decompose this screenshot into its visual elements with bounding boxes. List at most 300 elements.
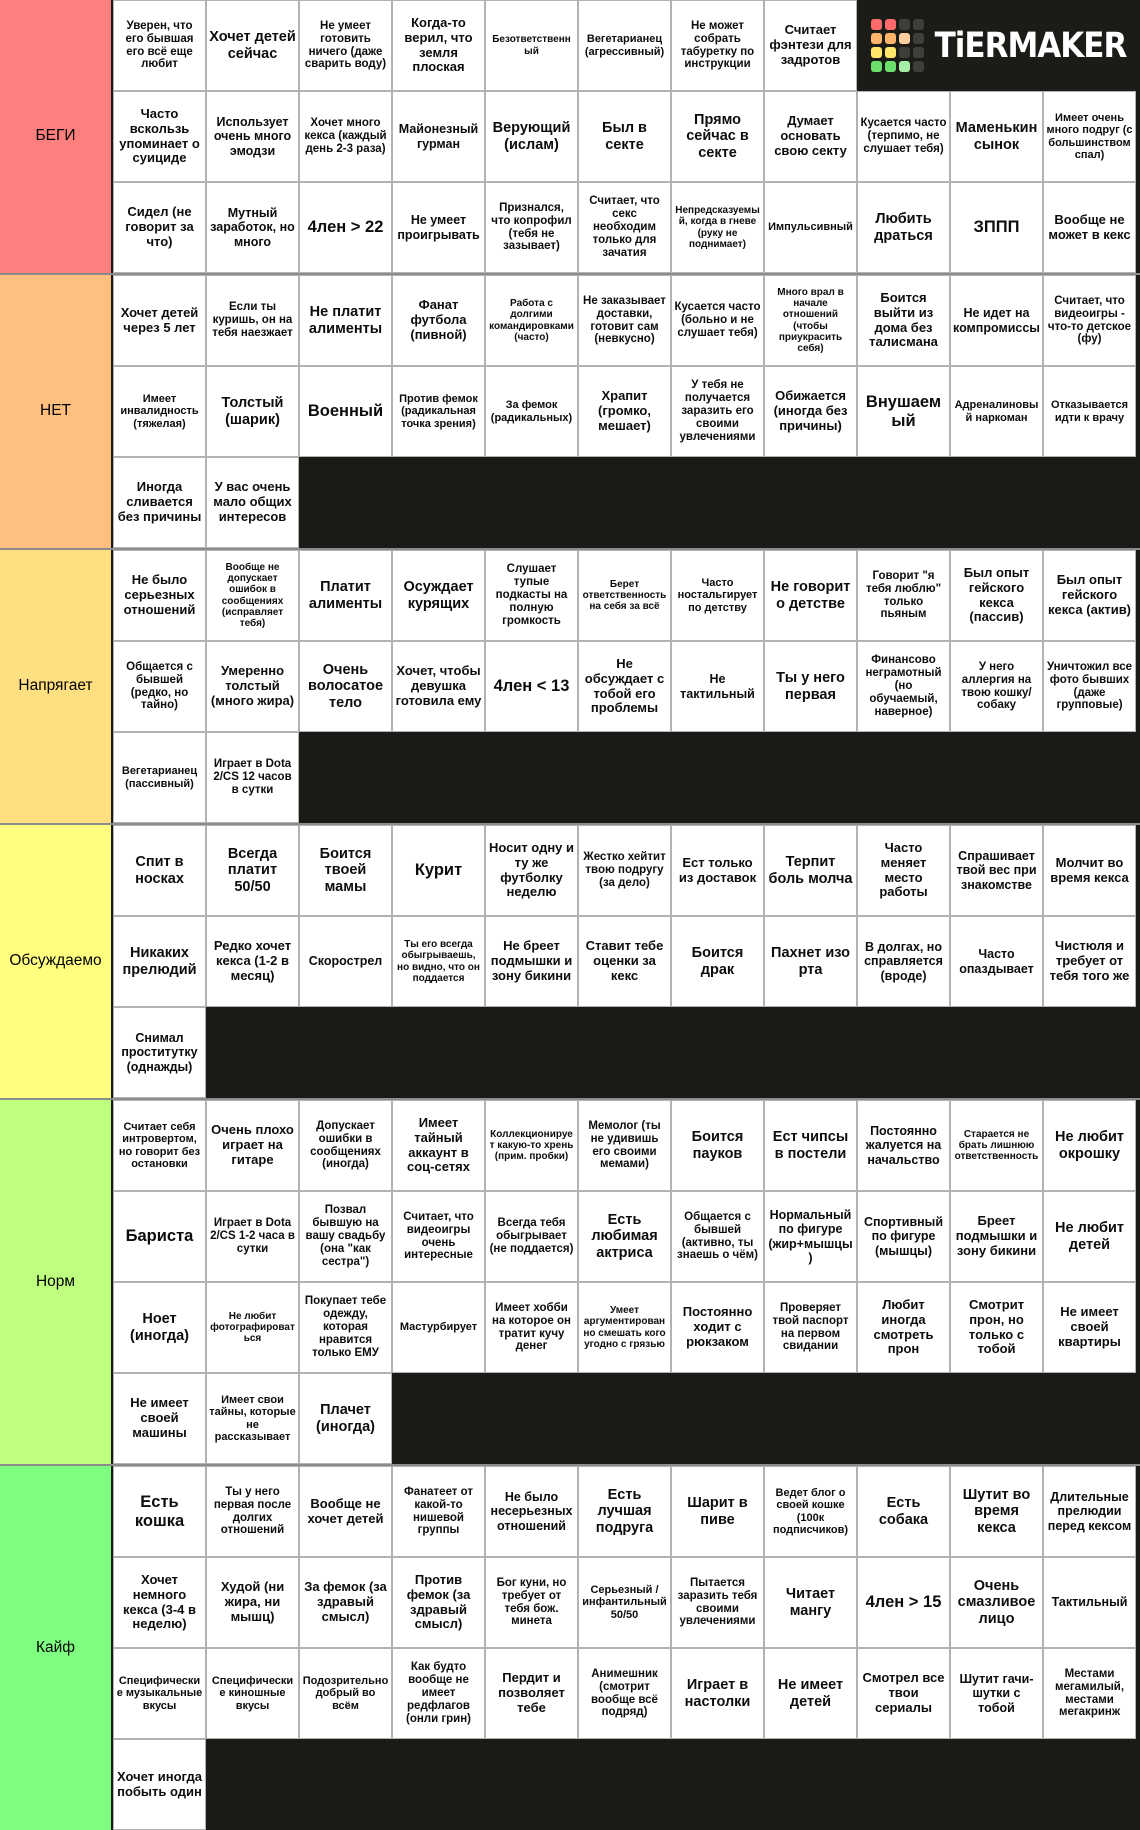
trait-card[interactable] xyxy=(299,275,392,366)
trait-card[interactable] xyxy=(857,1648,950,1739)
trait-card[interactable] xyxy=(671,1282,764,1373)
trait-card[interactable] xyxy=(578,1282,671,1373)
trait-card[interactable] xyxy=(206,550,299,641)
trait-card[interactable] xyxy=(485,1191,578,1282)
trait-card-text: Есть кошка xyxy=(134,1492,185,1530)
trait-card[interactable] xyxy=(578,550,671,641)
trait-card-text: Пердит и позволяет тебе xyxy=(498,1670,565,1715)
trait-card-text: Хочет иногда побыть один xyxy=(117,1768,202,1799)
trait-card[interactable] xyxy=(578,1100,671,1191)
trait-card[interactable] xyxy=(764,366,857,457)
trait-card[interactable] xyxy=(950,1466,1043,1557)
trait-card-text: Толстый (шарик) xyxy=(221,395,284,428)
tier-obsuzhdaemo-row-2 xyxy=(113,916,1140,1007)
trait-card-text: Боится пауков xyxy=(691,1129,744,1162)
tier-label-begi: БЕГИ xyxy=(0,0,113,273)
trait-card-text: Курит xyxy=(414,861,463,880)
tier-cells-norm xyxy=(113,1100,1140,1464)
trait-card[interactable] xyxy=(206,1191,299,1282)
trait-card-text: Боится твоей мамы xyxy=(319,845,372,895)
trait-card[interactable] xyxy=(950,825,1043,916)
trait-card[interactable] xyxy=(485,1282,578,1373)
trait-card[interactable] xyxy=(671,641,764,732)
trait-card[interactable] xyxy=(857,916,950,1007)
trait-card[interactable] xyxy=(578,0,671,91)
trait-card[interactable] xyxy=(392,182,485,273)
trait-card-text: Худой (ни жира, ни мышц) xyxy=(220,1579,285,1624)
trait-card[interactable] xyxy=(764,825,857,916)
trait-card-text: Использует очень много эмодзи xyxy=(213,115,292,158)
trait-card[interactable] xyxy=(299,366,392,457)
trait-card[interactable] xyxy=(485,1557,578,1648)
tier-net-row-3 xyxy=(113,457,1140,548)
trait-card[interactable] xyxy=(857,275,950,366)
trait-card-text: Фанат футбола (пивной) xyxy=(410,297,467,342)
tier-cells-napryagaet xyxy=(113,550,1140,823)
trait-card[interactable] xyxy=(113,1373,206,1464)
trait-card[interactable] xyxy=(206,732,299,823)
trait-card[interactable] xyxy=(206,1282,299,1373)
trait-card[interactable] xyxy=(113,1739,206,1830)
trait-card-text: Имеет хобби на которое он тратит кучу денег xyxy=(492,1301,571,1353)
trait-card[interactable] xyxy=(671,91,764,182)
trait-card[interactable] xyxy=(485,91,578,182)
trait-card[interactable] xyxy=(392,916,485,1007)
trait-card-text: Коллекционирует какую-то хрень (прим. пробки) xyxy=(489,1128,574,1163)
trait-card-text: Есть собака xyxy=(878,1495,929,1528)
trait-card-text: Уверен, что его бывшая его всё еще любит xyxy=(125,19,194,71)
trait-card[interactable] xyxy=(206,1557,299,1648)
trait-card[interactable] xyxy=(206,1648,299,1739)
trait-card[interactable] xyxy=(1043,91,1136,182)
trait-card-text: Часто опаздывает xyxy=(959,947,1034,976)
trait-card-text: Не может собрать табуретку по инструкции xyxy=(680,19,755,71)
tier-napryagaet-row-1 xyxy=(113,550,1140,641)
trait-card[interactable] xyxy=(206,916,299,1007)
trait-card-text: Подозрительно добрый во всём xyxy=(302,1674,389,1712)
trait-card-text: Шарит в пиве xyxy=(687,1495,748,1528)
trait-card[interactable] xyxy=(392,825,485,916)
trait-card-text: Не обсуждает с тобой его проблемы xyxy=(584,656,665,716)
trait-card[interactable] xyxy=(299,1282,392,1373)
trait-card[interactable] xyxy=(764,641,857,732)
trait-card-text: Общается с бывшей (редко, но тайно) xyxy=(126,660,193,712)
trait-card[interactable] xyxy=(485,275,578,366)
trait-card[interactable] xyxy=(764,1191,857,1282)
trait-card-text: Майонезный гурман xyxy=(398,122,479,151)
trait-card[interactable] xyxy=(671,0,764,91)
trait-card-text: Ты у него первая xyxy=(776,670,845,703)
tier-norm-row-4 xyxy=(113,1373,1140,1464)
trait-card[interactable] xyxy=(764,1466,857,1557)
tier-cells-kayf xyxy=(113,1466,1140,1830)
trait-card-text: Играет в Dota 2/CS 1-2 часа в сутки xyxy=(210,1217,295,1255)
trait-card[interactable] xyxy=(392,550,485,641)
trait-card[interactable] xyxy=(1043,1282,1136,1373)
trait-card[interactable] xyxy=(299,1466,392,1557)
trait-card-text: Не говорит о детстве xyxy=(770,579,851,612)
tier-norm-row-2 xyxy=(113,1191,1140,1282)
trait-card-text: Говорит "я тебя люблю" только пьяным xyxy=(865,569,942,621)
trait-card[interactable] xyxy=(485,366,578,457)
trait-card[interactable] xyxy=(485,916,578,1007)
trait-card[interactable] xyxy=(206,1466,299,1557)
trait-card-text: Фанатеет от какой-то нишевой группы xyxy=(403,1485,474,1537)
trait-card-text: Вегетарианец (агрессивный) xyxy=(584,33,665,58)
trait-card[interactable] xyxy=(206,366,299,457)
trait-card[interactable] xyxy=(764,1282,857,1373)
trait-card[interactable] xyxy=(1043,1191,1136,1282)
trait-card[interactable] xyxy=(671,916,764,1007)
trait-card-text: Ты его всегда обыгрываешь, но видно, что он поддается xyxy=(397,938,480,984)
trait-card[interactable] xyxy=(392,1191,485,1282)
trait-card[interactable] xyxy=(578,275,671,366)
trait-card[interactable] xyxy=(578,1191,671,1282)
trait-card-text: Кусается часто (больно и не слушает тебя) xyxy=(674,301,761,339)
trait-card[interactable] xyxy=(578,182,671,273)
trait-card-text: Безответственный xyxy=(492,34,571,57)
tier-label-kayf: Кайф xyxy=(0,1466,113,1830)
trait-card[interactable] xyxy=(113,641,206,732)
trait-card-text: Не было несерьезных отношений xyxy=(490,1490,573,1533)
trait-card-text: Постоянно жалуется на начальство xyxy=(865,1124,942,1167)
trait-card-text: Работа с долгими командировками (часто) xyxy=(489,297,574,343)
trait-card[interactable] xyxy=(1043,641,1136,732)
trait-card-text: Умеренно толстый (много жира) xyxy=(210,663,295,708)
trait-card-text: Тактильный xyxy=(1051,1595,1128,1610)
trait-card-text: Мастурбирует xyxy=(399,1321,478,1334)
trait-card[interactable] xyxy=(764,1648,857,1739)
trait-card[interactable] xyxy=(857,182,950,273)
trait-card[interactable] xyxy=(299,1373,392,1464)
trait-card[interactable] xyxy=(206,275,299,366)
trait-card-text: Обижается (иногда без причины) xyxy=(773,388,848,433)
trait-card[interactable] xyxy=(764,1557,857,1648)
trait-card-text: Не было серьезных отношений xyxy=(123,572,196,617)
trait-card[interactable] xyxy=(950,1648,1043,1739)
trait-card-text: Имеет свои тайны, которые не рассказывает xyxy=(209,1393,296,1443)
trait-card-text: Нормальный по фигуре (жир+мышцы) xyxy=(768,1208,853,1265)
trait-card[interactable] xyxy=(1043,916,1136,1007)
trait-card-text: Отказывается идти к врачу xyxy=(1050,399,1129,424)
trait-card-text: Боится драк xyxy=(691,945,744,978)
trait-card[interactable] xyxy=(392,91,485,182)
trait-card-text: Есть лучшая подруга xyxy=(595,1486,654,1536)
trait-card[interactable] xyxy=(485,550,578,641)
trait-card-text: Не платит алименты xyxy=(308,304,383,337)
trait-card[interactable] xyxy=(485,825,578,916)
trait-card-text: Смотрел все твои сериалы xyxy=(862,1670,945,1715)
trait-card-text: Терпит боль молча xyxy=(768,854,853,887)
trait-card[interactable] xyxy=(857,1191,950,1282)
trait-card[interactable] xyxy=(950,1100,1043,1191)
trait-card-text: Не любит детей xyxy=(1055,1220,1124,1253)
trait-card-text: Как будто вообще не имеет редфлагов (онли грин) xyxy=(405,1661,472,1725)
trait-card-text: Бреет подмышки и зону бикини xyxy=(955,1213,1038,1258)
trait-card[interactable] xyxy=(671,1466,764,1557)
trait-card[interactable] xyxy=(299,1100,392,1191)
trait-card[interactable] xyxy=(206,1373,299,1464)
trait-card[interactable] xyxy=(578,1466,671,1557)
trait-card-text: Не любит окрошку xyxy=(1055,1129,1124,1162)
trait-card[interactable] xyxy=(857,641,950,732)
trait-card-text: Плачет (иногда) xyxy=(316,1402,375,1435)
tier-begi-row-1 xyxy=(113,0,1140,91)
trait-card[interactable] xyxy=(392,275,485,366)
trait-card-text: Всегда тебя обыгрывает (не поддается) xyxy=(489,1217,574,1255)
trait-card-text: Финансово неграмотный (но обучаемый, наверное) xyxy=(865,654,942,718)
trait-card[interactable] xyxy=(299,641,392,732)
trait-card-text: 4лен > 15 xyxy=(865,1593,942,1612)
trait-card[interactable] xyxy=(113,1007,206,1098)
trait-card-text: Не бреет подмышки и зону бикини xyxy=(490,938,573,983)
trait-card[interactable] xyxy=(113,825,206,916)
tier-net-row-1 xyxy=(113,275,1140,366)
trait-card[interactable] xyxy=(299,916,392,1007)
trait-card[interactable] xyxy=(206,182,299,273)
trait-card[interactable] xyxy=(764,275,857,366)
trait-card[interactable] xyxy=(392,366,485,457)
trait-card[interactable] xyxy=(113,457,206,548)
trait-card[interactable] xyxy=(206,641,299,732)
trait-card[interactable] xyxy=(1043,1648,1136,1739)
trait-card[interactable] xyxy=(764,1100,857,1191)
trait-card-text: Считает, что видеоигры очень интересные xyxy=(403,1210,474,1262)
trait-card-text: Редко хочет кекса (1-2 в месяц) xyxy=(213,938,292,983)
tier-napryagaet-row-3 xyxy=(113,732,1140,823)
tier-label-napryagaet: Напрягает xyxy=(0,550,113,823)
trait-card[interactable] xyxy=(857,1282,950,1373)
trait-card[interactable] xyxy=(392,1100,485,1191)
tier-label-norm: Норм xyxy=(0,1100,113,1464)
trait-card[interactable] xyxy=(950,550,1043,641)
trait-card[interactable] xyxy=(1043,1557,1136,1648)
trait-card[interactable] xyxy=(857,91,950,182)
trait-card-text: Считает себя интровертом, но говорит без остановки xyxy=(118,1120,201,1170)
trait-card-text: Местами мегамилый, местами мегакринж xyxy=(1054,1667,1125,1719)
trait-card-text: Молчит во время кекса xyxy=(1050,854,1129,885)
tier-cells-net xyxy=(113,275,1140,548)
trait-card-text: Бог куни, но требует от тебя бож. минета xyxy=(496,1576,567,1628)
trait-card[interactable] xyxy=(299,91,392,182)
trait-card-text: Платит алименты xyxy=(308,579,383,612)
trait-card[interactable] xyxy=(113,916,206,1007)
tier-net xyxy=(0,273,1140,548)
trait-card[interactable] xyxy=(950,91,1043,182)
trait-card[interactable] xyxy=(764,91,857,182)
trait-card-text: У вас очень мало общих интересов xyxy=(213,479,292,524)
tier-kayf-row-4 xyxy=(113,1739,1140,1830)
trait-card[interactable] xyxy=(113,1557,206,1648)
trait-card[interactable] xyxy=(578,916,671,1007)
trait-card-text: Спортивный по фигуре (мышцы) xyxy=(863,1215,944,1258)
trait-card[interactable] xyxy=(1043,1466,1136,1557)
trait-card[interactable] xyxy=(671,182,764,273)
tier-napryagaet xyxy=(0,548,1140,823)
trait-card-text: Не имеет своей машины xyxy=(130,1395,189,1440)
trait-card-text: Когда-то верил, что земля плоская xyxy=(404,15,473,75)
trait-card[interactable] xyxy=(764,0,857,91)
trait-card-text: Играет в настолки xyxy=(684,1677,751,1710)
trait-card-text: Специфические киношные вкусы xyxy=(211,1674,294,1712)
trait-card-text: Боится выйти из дома без талисмана xyxy=(869,290,938,350)
trait-card-text: Непредсказуемый, когда в гневе (руку не поднимает) xyxy=(675,204,760,250)
trait-card[interactable] xyxy=(299,182,392,273)
trait-card[interactable] xyxy=(764,182,857,273)
trait-card-text: В долгах, но справляется (вроде) xyxy=(864,940,943,983)
trait-card-text: Импульсивный xyxy=(768,221,853,234)
trait-card[interactable] xyxy=(113,0,206,91)
trait-card[interactable] xyxy=(671,550,764,641)
trait-card-text: Был в секте xyxy=(602,120,647,153)
trait-card[interactable] xyxy=(392,1648,485,1739)
trait-card[interactable] xyxy=(392,0,485,91)
trait-card[interactable] xyxy=(113,275,206,366)
trait-card[interactable] xyxy=(299,825,392,916)
trait-card-text: Прямо сейчас в секте xyxy=(686,111,749,161)
tier-norm-row-1 xyxy=(113,1100,1140,1191)
trait-card[interactable] xyxy=(671,275,764,366)
trait-card[interactable] xyxy=(764,550,857,641)
trait-card[interactable] xyxy=(950,1557,1043,1648)
trait-card-text: Позвал бывшую на вашу свадьбу (она "как сестра") xyxy=(305,1204,386,1268)
trait-card[interactable] xyxy=(671,1100,764,1191)
trait-card-text: Очень плохо играет на гитаре xyxy=(211,1122,294,1167)
trait-card[interactable] xyxy=(1043,182,1136,273)
trait-card-text: Спрашивает твой вес при знакомстве xyxy=(956,849,1037,892)
trait-card[interactable] xyxy=(950,182,1043,273)
tier-cells-obsuzhdaemo xyxy=(113,825,1140,1098)
trait-card[interactable] xyxy=(485,1648,578,1739)
trait-card[interactable] xyxy=(950,641,1043,732)
trait-card-text: Кусается часто (терпимо, не слушает тебя) xyxy=(860,117,947,155)
trait-card[interactable] xyxy=(113,182,206,273)
trait-card-text: 4лен > 22 xyxy=(307,218,384,237)
trait-card[interactable] xyxy=(1043,1100,1136,1191)
trait-card-text: ЗППП xyxy=(973,218,1020,237)
trait-card[interactable] xyxy=(950,916,1043,1007)
trait-card[interactable] xyxy=(857,1557,950,1648)
tier-begi-row-2 xyxy=(113,91,1140,182)
trait-card[interactable] xyxy=(392,641,485,732)
trait-card[interactable] xyxy=(206,825,299,916)
trait-card[interactable] xyxy=(113,1466,206,1557)
trait-card[interactable] xyxy=(113,1100,206,1191)
trait-card[interactable] xyxy=(113,91,206,182)
trait-card[interactable] xyxy=(113,732,206,823)
trait-card[interactable] xyxy=(671,1648,764,1739)
trait-card[interactable] xyxy=(671,825,764,916)
trait-card-text: Внушаемый xyxy=(865,392,942,430)
trait-card-text: Берет ответственность на себя за всё xyxy=(582,578,667,613)
trait-card[interactable] xyxy=(764,916,857,1007)
trait-card[interactable] xyxy=(1043,366,1136,457)
trait-card[interactable] xyxy=(299,1557,392,1648)
trait-card[interactable] xyxy=(206,1100,299,1191)
trait-card[interactable] xyxy=(392,1466,485,1557)
trait-card[interactable] xyxy=(950,275,1043,366)
trait-card[interactable] xyxy=(671,366,764,457)
tier-label-obsuzhdaemo: Обсуждаемо xyxy=(0,825,113,1098)
trait-card[interactable] xyxy=(857,550,950,641)
trait-card[interactable] xyxy=(206,457,299,548)
trait-card[interactable] xyxy=(485,1466,578,1557)
trait-card[interactable] xyxy=(1043,825,1136,916)
trait-card[interactable] xyxy=(857,1466,950,1557)
trait-card[interactable] xyxy=(299,0,392,91)
trait-card-text: Скорострел xyxy=(308,954,383,969)
trait-card[interactable] xyxy=(857,1100,950,1191)
trait-card-text: Серьезный / инфантильный 50/50 xyxy=(582,1583,667,1621)
trait-card[interactable] xyxy=(485,0,578,91)
trait-card-text: Снимал проститутку (однажды) xyxy=(121,1031,198,1074)
tiermaker-logo xyxy=(857,0,1140,91)
trait-card-text: Осуждает курящих xyxy=(403,579,474,612)
trait-card-text: Специфические музыкальные вкусы xyxy=(116,1674,203,1712)
trait-card-text: Постоянно ходит с рюкзаком xyxy=(682,1304,753,1349)
trait-card[interactable] xyxy=(299,550,392,641)
trait-card[interactable] xyxy=(485,182,578,273)
trait-card[interactable] xyxy=(578,825,671,916)
trait-card[interactable] xyxy=(485,1100,578,1191)
trait-card[interactable] xyxy=(206,0,299,91)
trait-card[interactable] xyxy=(113,1648,206,1739)
tiermaker-logo-icon xyxy=(871,19,924,72)
trait-card[interactable] xyxy=(113,550,206,641)
trait-card-text: Считает, что видеоигры - что-то детское (фу) xyxy=(1047,294,1132,346)
trait-card[interactable] xyxy=(578,1557,671,1648)
trait-card[interactable] xyxy=(578,1648,671,1739)
trait-card-text: Длительные прелюдии перед кексом xyxy=(1047,1490,1132,1533)
trait-card[interactable] xyxy=(857,825,950,916)
trait-card[interactable] xyxy=(392,1282,485,1373)
trait-card[interactable] xyxy=(299,1191,392,1282)
trait-card[interactable] xyxy=(578,641,671,732)
trait-card[interactable] xyxy=(113,1191,206,1282)
trait-card-text: Есть любимая актриса xyxy=(591,1211,658,1261)
trait-card-text: Шутит во время кекса xyxy=(962,1486,1031,1536)
trait-card[interactable] xyxy=(950,1191,1043,1282)
trait-card-text: Ставит тебе оценки за кекс xyxy=(585,938,664,983)
trait-card-text: Ноет (иногда) xyxy=(130,1311,189,1344)
trait-card[interactable] xyxy=(1043,275,1136,366)
trait-card-text: Ест чипсы в постели xyxy=(772,1129,849,1162)
trait-card-text: Ведет блог о своей кошке (100к подписчиков) xyxy=(772,1486,849,1536)
trait-card[interactable] xyxy=(113,1282,206,1373)
trait-card-text: Пытается заразить тебя своими увлечениями xyxy=(677,1576,758,1628)
trait-card[interactable] xyxy=(206,91,299,182)
trait-card-text: Часто меняет место работы xyxy=(879,840,928,900)
tier-net-row-2 xyxy=(113,366,1140,457)
trait-card[interactable] xyxy=(299,1648,392,1739)
trait-card-text: Считает фэнтези для задротов xyxy=(769,22,852,67)
trait-card[interactable] xyxy=(950,366,1043,457)
trait-card-text: Маменькин сынок xyxy=(955,120,1038,153)
trait-card[interactable] xyxy=(578,366,671,457)
trait-card[interactable] xyxy=(392,1557,485,1648)
trait-card[interactable] xyxy=(671,1191,764,1282)
trait-card[interactable] xyxy=(671,1557,764,1648)
trait-card[interactable] xyxy=(578,91,671,182)
trait-card[interactable] xyxy=(485,641,578,732)
trait-card[interactable] xyxy=(113,366,206,457)
tier-begi xyxy=(0,0,1140,273)
trait-card[interactable] xyxy=(1043,550,1136,641)
trait-card-text: Ты у него первая после долгих отношений xyxy=(213,1485,292,1537)
trait-card-text: Анимешник (смотрит вообще всё подряд) xyxy=(591,1667,658,1719)
trait-card[interactable] xyxy=(950,1282,1043,1373)
trait-card[interactable] xyxy=(857,366,950,457)
